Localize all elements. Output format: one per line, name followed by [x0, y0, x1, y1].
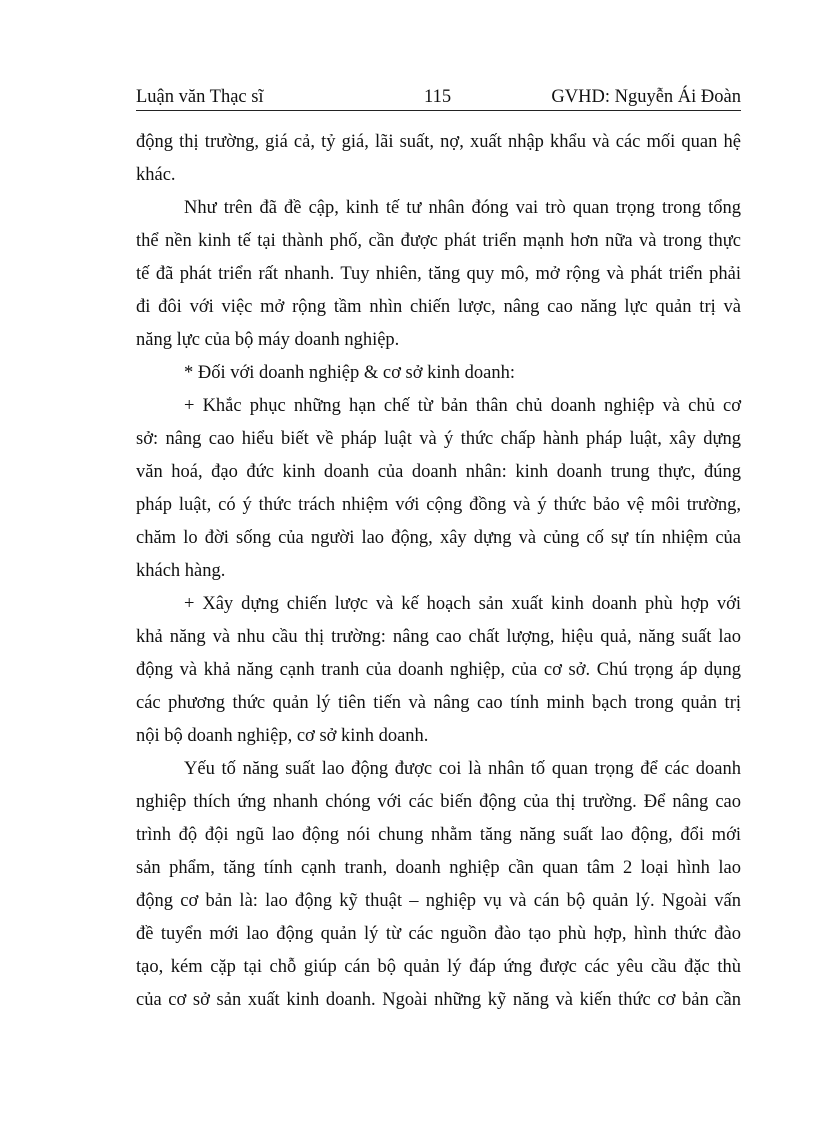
text-line: + Xây dựng chiến lược và kế hoạch sản xuất kinh doanh phù hợp với — [184, 594, 741, 614]
header-thesis-label: Luận văn Thạc sĩ — [136, 87, 264, 107]
text-line: + Khắc phục những hạn chế từ bản thân chủ doanh nghiệp và chủ cơ — [184, 396, 741, 416]
text-line: tế đã phát triển rất nhanh. Tuy nhiên, tăng quy mô, mở rộng và phát triển phải — [136, 264, 741, 284]
text-line: khác. — [136, 165, 176, 185]
text-line: khả năng và nhu cầu thị trường: nâng cao chất lượng, hiệu quả, năng suất lao — [136, 627, 741, 647]
text-line: thể nền kinh tế tại thành phố, cần được phát triển mạnh hơn nữa và trong thực — [136, 231, 741, 251]
text-line: nghiệp thích ứng nhanh chóng với các biến động của thị trường. Để nâng cao — [136, 792, 741, 812]
text-line: đề tuyển mới lao động quản lý từ các nguồn đào tạo phù hợp, hình thức đào — [136, 924, 741, 944]
page-header — [136, 84, 741, 111]
text-line: động cơ bản là: lao động kỹ thuật – nghiệp vụ và cán bộ quản lý. Ngoài vấn — [136, 891, 741, 911]
text-line: các phương thức quản lý tiên tiến và nâng cao tính minh bạch trong quản trị — [136, 693, 741, 713]
text-line: Như trên đã đề cập, kinh tế tư nhân đóng vai trò quan trọng trong tổng — [184, 198, 741, 218]
text-line: khách hàng. — [136, 561, 226, 581]
text-line: đi đôi với việc mở rộng tầm nhìn chiến lược, nâng cao năng lực quản trị và — [136, 297, 741, 317]
text-line: pháp luật, có ý thức trách nhiệm với cộng đồng và ý thức bảo vệ môi trường, — [136, 495, 741, 515]
text-line: Yếu tố năng suất lao động được coi là nhân tố quan trọng để các doanh — [184, 759, 741, 779]
text-line: động và khả năng cạnh tranh của doanh nghiệp, của cơ sở. Chú trọng áp dụng — [136, 660, 741, 680]
text-line: sở: nâng cao hiểu biết về pháp luật và ý thức chấp hành pháp luật, xây dựng — [136, 429, 741, 449]
body-text — [136, 126, 741, 1017]
text-line: trình độ đội ngũ lao động nói chung nhằm tăng năng suất lao động, đổi mới — [136, 825, 741, 845]
text-line: * Đối với doanh nghiệp & cơ sở kinh doanh: — [184, 363, 515, 383]
text-line: chăm lo đời sống của người lao động, xây dựng và củng cố sự tín nhiệm của — [136, 528, 741, 548]
header-advisor: GVHD: Nguyễn Ái Đoàn — [551, 87, 741, 107]
text-line: nội bộ doanh nghiệp, cơ sở kinh doanh. — [136, 726, 429, 746]
text-line: văn hoá, đạo đức kinh doanh của doanh nhân: kinh doanh trung thực, đúng — [136, 462, 741, 482]
page-number: 115 — [424, 87, 452, 107]
text-line: động thị trường, giá cả, tỷ giá, lãi suất, nợ, xuất nhập khẩu và các mối quan hệ — [136, 132, 741, 152]
text-line: của cơ sở sản xuất kinh doanh. Ngoài những kỹ năng và kiến thức cơ bản cần — [136, 990, 741, 1010]
text-line: tạo, kém cặp tại chỗ giúp cán bộ quản lý đáp ứng được các yêu cầu đặc thù — [136, 957, 741, 977]
text-line: sản phẩm, tăng tính cạnh tranh, doanh nghiệp cần quan tâm 2 loại hình lao — [136, 858, 741, 878]
text-line: năng lực của bộ máy doanh nghiệp. — [136, 330, 400, 350]
